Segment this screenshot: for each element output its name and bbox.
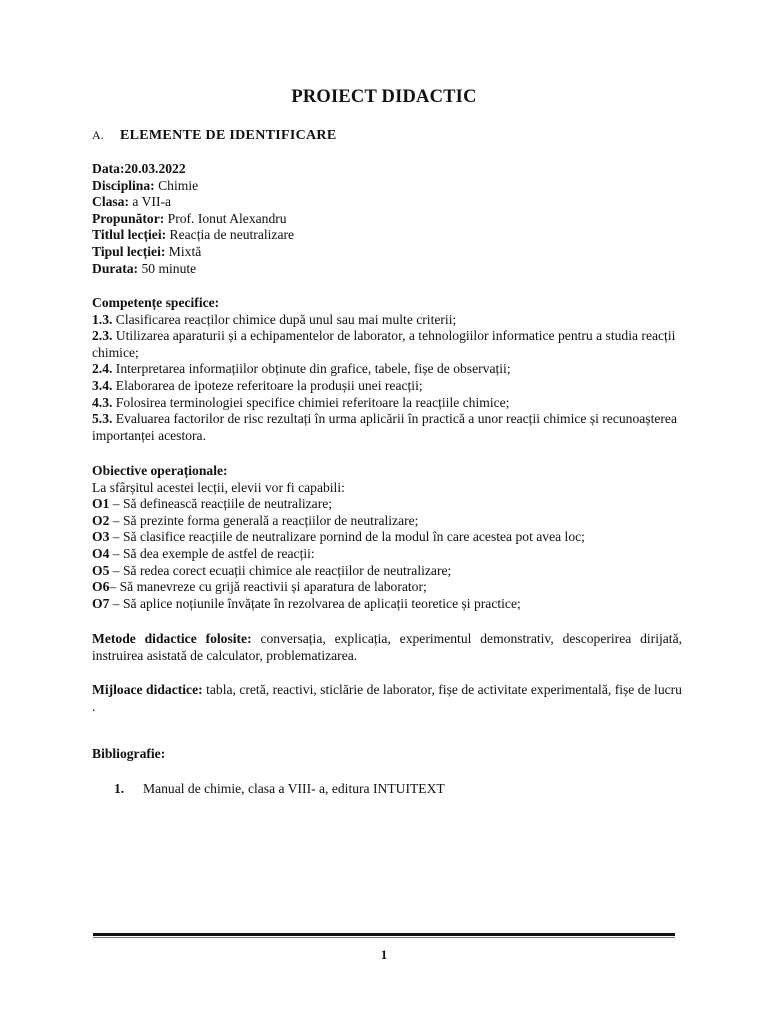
competence-code: 4.3. [92,394,113,410]
field-value: 50 minute [138,260,197,276]
objective-text: – Să dea exemple de astfel de reacții: [109,545,315,561]
objective-code: O4 [92,545,110,561]
objective-item [92,513,682,530]
objectives-intro: La sfârșitul acestei lecții, elevii vor fi capabili: [92,479,345,495]
objective-text: – Să manevreze cu grijă reactivii și aparatura de laborator; [109,579,427,595]
competence-item [92,411,682,444]
field-label: Data: [92,161,125,176]
competence-item [92,361,682,378]
footer-rule-thin [93,937,675,938]
methods-label: Metode didactice folosite: [92,631,252,646]
field-label: Propunător: [92,210,165,226]
bibliography-text: Manual de chimie, clasa a VIII- a, editura INTUITEXT [143,781,445,796]
competence-item [92,312,682,329]
objective-text: – Să clasifice reacțiile de neutralizare pornind de la modul în care acestea pot avea loc; [109,529,585,545]
objective-code: O6 [92,579,110,595]
field-label: Clasa: [92,194,130,210]
section-a-heading [92,126,336,145]
bibliography-number: 1. [114,781,125,796]
competence-code: 2.3. [92,328,113,344]
field-value: Prof. Ionut Alexandru [164,210,287,226]
means-text: tabla, cretă, reactivi, sticlărie de laborator, fișe de activitate experimentală, fișe de lucru . [92,682,682,714]
field-label: Disciplina: [92,177,155,193]
field-duration [92,261,682,278]
objective-code: O3 [92,529,110,545]
competence-text: Evaluarea factorilor de risc rezultați în urma aplicării în practică a unor reacții chimice și recunoașterea importanței acestora. [92,411,677,443]
competence-code: 2.4. [92,361,113,377]
objective-code: O5 [92,562,110,578]
methods-paragraph [92,631,682,664]
section-letter: A. [92,128,104,142]
field-proposer [92,211,682,228]
competence-item [92,395,682,412]
means-label: Mijloace didactice: [92,682,203,697]
field-discipline [92,178,682,195]
methods-text: conversația, explicația, experimentul demonstrativ, descoperirea dirijată, instruirea asistată de calculator, problematizarea. [92,631,682,663]
field-value: 20.03.2022 [124,161,186,176]
bibliography-item [114,781,445,798]
document-title: PROIECT DIDACTIC [291,87,477,107]
field-lesson-title [92,227,682,244]
objective-text: – Să aplice noțiunile învățate în rezolvarea de aplicații teoretice și practice; [109,595,521,611]
means-paragraph [92,682,682,715]
field-lesson-type [92,244,682,261]
competence-text: Utilizarea aparaturii și a echipamentelor de laborator, a tehnologiilor informatice pentru a studia reacții chimice; [92,328,676,360]
competence-text: Interpretarea informațiilor obținute din grafice, tabele, fișe de observații; [112,361,511,377]
identification-block [92,161,682,277]
objective-text: – Să definească reacțiile de neutralizare; [109,496,333,512]
section-label: ELEMENTE DE IDENTIFICARE [120,128,337,143]
competence-text: Clasificarea reacților chimice după unul sau mai multe criterii; [112,311,457,327]
field-class [92,194,682,211]
field-label: Titlul lecției: [92,227,167,243]
competences-heading: Competențe specifice: [92,295,220,310]
field-value: a VII-a [129,194,172,210]
footer-rule [93,933,675,936]
competences-block [92,295,682,444]
objectives-heading: Obiective operaționale: [92,463,228,478]
objectives-block [92,463,682,612]
objective-item [92,529,682,546]
field-value: Reacția de neutralizare [166,227,295,243]
competence-item [92,378,682,395]
objective-text: – Să prezinte forma generală a reacțiilor de neutralizare; [109,512,419,528]
field-date [92,161,682,178]
page-number: 1 [380,947,388,962]
objective-item [92,563,682,580]
objective-item [92,579,682,596]
field-label: Tipul lecției: [92,243,166,259]
competence-code: 1.3. [92,311,113,327]
objective-item [92,546,682,563]
objective-code: O1 [92,496,110,512]
objective-item [92,496,682,513]
objective-code: O2 [92,512,110,528]
objective-item [92,596,682,613]
competence-code: 3.4. [92,377,113,393]
field-value: Mixtă [165,243,202,259]
field-value: Chimie [154,177,199,193]
field-label: Durata: [92,260,139,276]
competence-code: 5.3. [92,411,113,427]
bibliography-heading: Bibliografie: [92,746,166,761]
objective-code: O7 [92,595,110,611]
competence-item [92,328,682,361]
competence-text: Elaborarea de ipoteze referitoare la produșii unei reacții; [112,377,423,393]
competence-text: Folosirea terminologiei specifice chimiei referitoare la reacțiile chimice; [112,394,510,410]
objective-text: – Să redea corect ecuații chimice ale reacțiilor de neutralizare; [109,562,452,578]
